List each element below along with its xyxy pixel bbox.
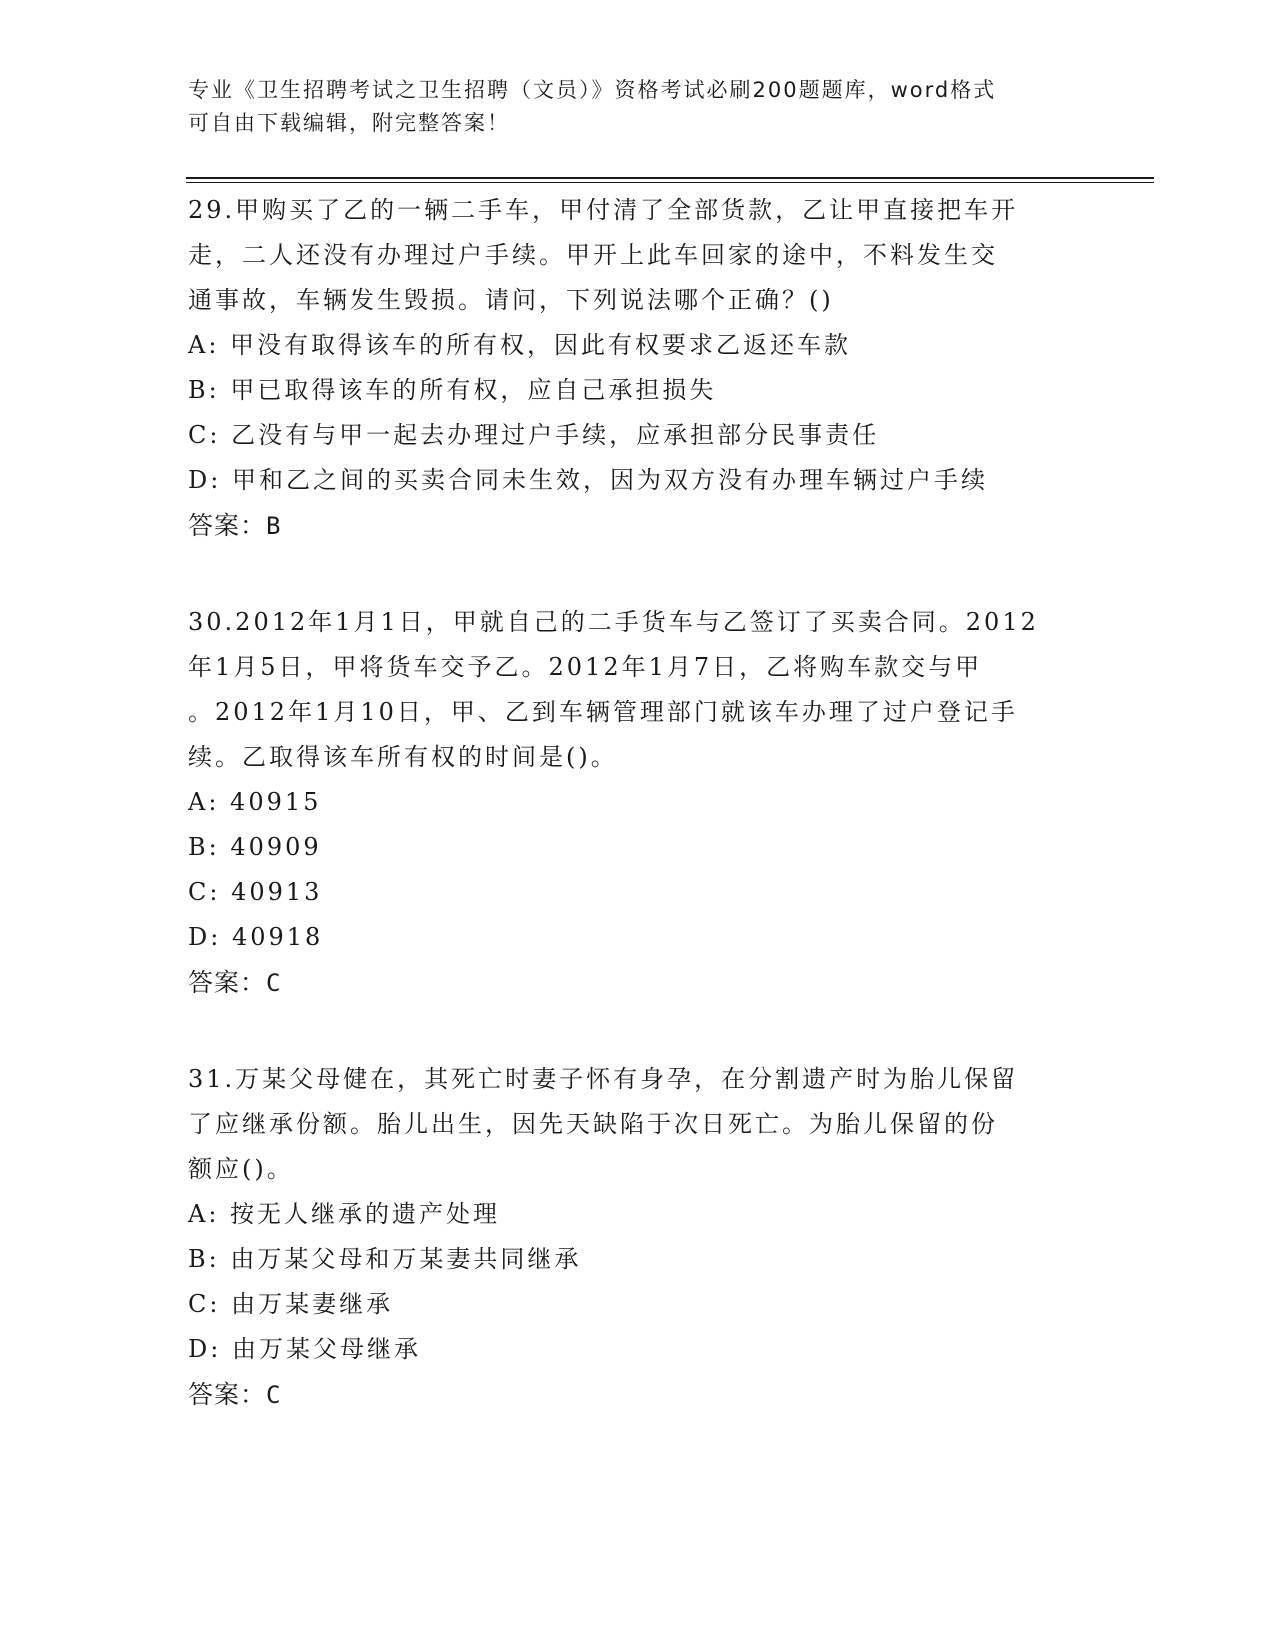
header-line-2: 可自由下载编辑，附完整答案！ xyxy=(188,111,510,135)
question-31 xyxy=(188,1057,1088,1417)
option-d: D: 由万某父母继承 xyxy=(188,1335,421,1363)
option-b: B: 由万某父母和万某妻共同继承 xyxy=(188,1245,582,1273)
answer-value: C xyxy=(266,969,282,997)
question-stem-line: 续。乙取得该车所有权的时间是()。 xyxy=(188,743,618,771)
document-header xyxy=(188,74,1088,140)
option-a: A: 40915 xyxy=(188,788,322,816)
question-stem-line: 31.万某父母健在，其死亡时妻子怀有身孕，在分割遗产时为胎儿保留 xyxy=(188,1065,1019,1093)
header-line-1: 专业《卫生招聘考试之卫生招聘（文员）》资格考试必刷200题题库，word格式 xyxy=(188,78,997,102)
answer-label: 答案： xyxy=(188,511,267,540)
question-stem-line: 通事故，车辆发生毁损。请问，下列说法哪个正确？() xyxy=(188,286,834,314)
header-divider-thin xyxy=(186,182,1154,183)
option-c: C: 乙没有与甲一起去办理过户手续，应承担部分民事责任 xyxy=(188,421,880,449)
answer-value: B xyxy=(266,512,282,540)
question-30 xyxy=(188,600,1088,1005)
option-c: C: 由万某妻继承 xyxy=(188,1290,394,1318)
question-29 xyxy=(188,188,1088,548)
option-c: C: 40913 xyxy=(188,878,323,906)
answer-value: C xyxy=(266,1381,282,1409)
answer-line xyxy=(188,503,1088,548)
option-d: D: 40918 xyxy=(188,923,324,951)
question-stem-line: 年1月5日，甲将货车交予乙。2012年1月7日，乙将购车款交与甲 xyxy=(188,653,983,681)
header-divider-thick xyxy=(186,177,1154,179)
option-a: A: 按无人继承的遗产处理 xyxy=(188,1200,501,1228)
question-stem-line: 额应()。 xyxy=(188,1155,294,1183)
question-stem-line: 29.甲购买了乙的一辆二手车，甲付清了全部货款，乙让甲直接把车开 xyxy=(188,196,1019,224)
question-stem-line: 。2012年1月10日，甲、乙到车辆管理部门就该车办理了过户登记手 xyxy=(188,698,1018,726)
answer-label: 答案： xyxy=(188,968,267,997)
option-a: A: 甲没有取得该车的所有权，因此有权要求乙返还车款 xyxy=(188,331,852,359)
answer-line xyxy=(188,960,1088,1005)
option-b: B: 甲已取得该车的所有权，应自己承担损失 xyxy=(188,376,717,404)
question-stem-line: 30.2012年1月1日，甲就自己的二手货车与乙签订了买卖合同。2012 xyxy=(188,608,1039,636)
answer-line xyxy=(188,1372,1088,1417)
question-stem-line: 了应继承份额。胎儿出生，因先天缺陷于次日死亡。为胎儿保留的份 xyxy=(188,1110,998,1138)
answer-label: 答案： xyxy=(188,1380,267,1409)
question-stem-line: 走，二人还没有办理过户手续。甲开上此车回家的途中，不料发生交 xyxy=(188,241,998,269)
option-b: B: 40909 xyxy=(188,833,322,861)
option-d: D: 甲和乙之间的买卖合同未生效，因为双方没有办理车辆过户手续 xyxy=(188,466,988,494)
